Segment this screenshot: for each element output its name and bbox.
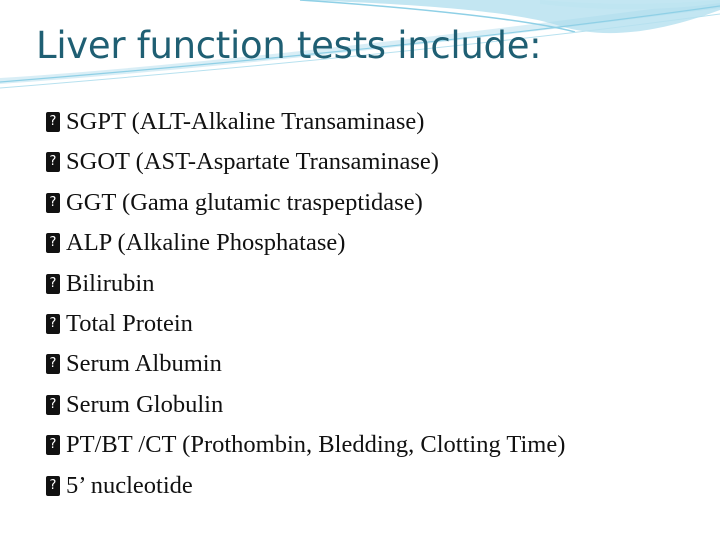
- list-item-text: Serum Globulin: [66, 390, 224, 418]
- list-item-text: PT/BT /CT (Prothombin, Bledding, Clotting Time): [66, 431, 566, 459]
- list-item-text: Total Protein: [66, 309, 193, 337]
- list-item-text: 5’ nucleotide: [66, 471, 193, 499]
- slide-title: Liver function tests include:: [36, 24, 542, 67]
- list-item: [46, 186, 686, 220]
- missing-glyph-bullet-icon: ?: [46, 395, 60, 415]
- list-item: [46, 428, 686, 462]
- list-item: [46, 105, 686, 139]
- missing-glyph-bullet-icon: ?: [46, 476, 60, 496]
- list-item-text: SGOT (AST-Aspartate Transaminase): [66, 148, 439, 176]
- test-list: [46, 105, 686, 509]
- list-item: [46, 347, 686, 381]
- missing-glyph-bullet-icon: ?: [46, 193, 60, 213]
- list-item: [46, 469, 686, 503]
- list-item-text: GGT (Gama glutamic traspeptidase): [66, 188, 423, 216]
- missing-glyph-bullet-icon: ?: [46, 274, 60, 294]
- missing-glyph-bullet-icon: ?: [46, 112, 60, 132]
- missing-glyph-bullet-icon: ?: [46, 152, 60, 172]
- list-item-text: Bilirubin: [66, 269, 155, 297]
- list-item: [46, 307, 686, 341]
- list-item: [46, 226, 686, 260]
- list-item-text: Serum Albumin: [66, 350, 222, 378]
- list-item-text: SGPT (ALT-Alkaline Transaminase): [66, 108, 425, 135]
- missing-glyph-bullet-icon: ?: [46, 314, 60, 334]
- missing-glyph-bullet-icon: ?: [46, 354, 60, 374]
- list-item: [46, 388, 686, 422]
- missing-glyph-bullet-icon: ?: [46, 233, 60, 253]
- list-item-text: ALP (Alkaline Phosphatase): [66, 229, 346, 257]
- list-item: [46, 145, 686, 179]
- missing-glyph-bullet-icon: ?: [46, 435, 60, 455]
- list-item: [46, 267, 686, 301]
